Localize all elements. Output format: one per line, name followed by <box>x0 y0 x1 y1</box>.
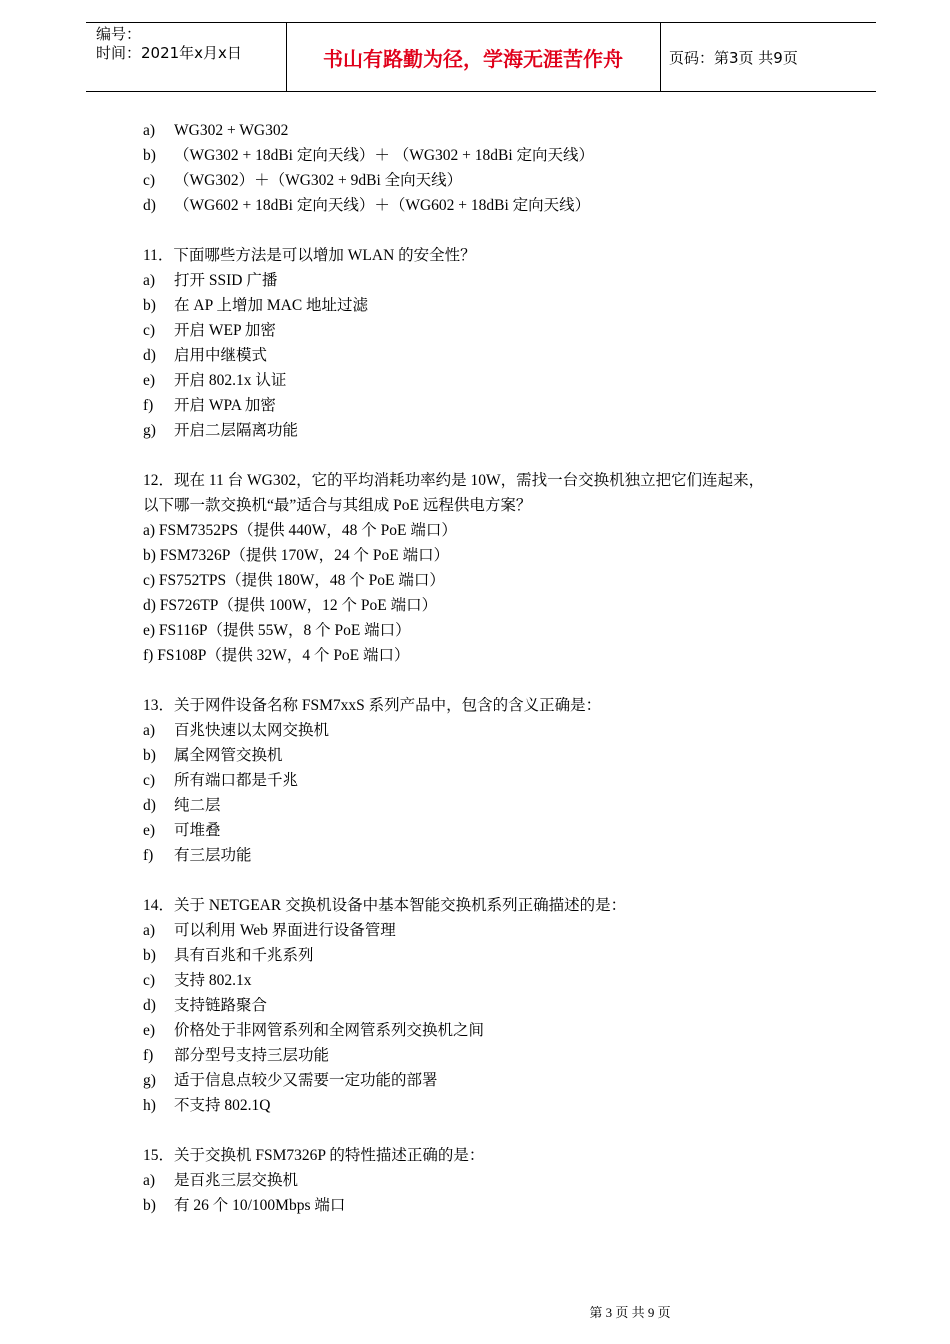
text-line <box>143 368 843 393</box>
text-line <box>143 893 843 918</box>
line-text: 部分型号支持三层功能 <box>174 1047 330 1064</box>
text-line <box>143 243 843 268</box>
text-line <box>143 468 843 493</box>
line-text: 属全网管交换机 <box>174 747 283 764</box>
page-footer: 第 3 页 共 9 页 <box>589 1305 671 1320</box>
line-text: 15．关于交换机 FSM7326P 的特性描述正确的是： <box>143 1147 485 1164</box>
option-marker: d) <box>143 347 156 364</box>
line-text: e) FS116P（提供 55W，8 个 PoE 端口） <box>143 622 411 639</box>
blank-line <box>143 868 843 893</box>
option-marker: f) <box>143 847 154 864</box>
option-marker: c) <box>143 322 156 339</box>
text-line <box>143 718 843 743</box>
text-line <box>143 293 843 318</box>
line-text: 纯二层 <box>174 797 221 814</box>
line-text: 12．现在 11 台 WG302，它的平均消耗功率约是 10W，需找一台交换机独立把它们连起来， <box>143 472 765 489</box>
option-marker: f) <box>143 397 154 414</box>
line-text: 是百兆三层交换机 <box>174 1172 299 1189</box>
line-text: 11．下面哪些方法是可以增加 WLAN 的安全性？ <box>143 247 476 264</box>
line-text: 14．关于 NETGEAR 交换机设备中基本智能交换机系列正确描述的是： <box>143 897 627 914</box>
question-body <box>143 118 843 1218</box>
page-label: 页码：第3页 共9页 <box>669 48 798 67</box>
line-text: 可以利用 Web 界面进行设备管理 <box>174 922 396 939</box>
text-line <box>143 193 843 218</box>
line-text: 以下哪一款交换机“最”适合与其组成 PoE 远程供电方案？ <box>143 497 532 514</box>
text-line <box>143 143 843 168</box>
line-text: 可堆叠 <box>174 822 221 839</box>
text-line <box>143 818 843 843</box>
line-text: 开启 WEP 加密 <box>174 322 276 339</box>
line-text: 13．关于网件设备名称 FSM7xxS 系列产品中，包含的含义正确是： <box>143 697 602 714</box>
text-line <box>143 168 843 193</box>
line-text: WG302 + WG302 <box>174 122 289 139</box>
option-marker: c) <box>143 172 156 189</box>
time-label: 时间：2021年x月x日 <box>96 44 242 62</box>
text-line <box>143 1143 843 1168</box>
text-line <box>143 343 843 368</box>
option-marker: b) <box>143 147 156 164</box>
line-text: 价格处于非网管系列和全网管系列交换机之间 <box>174 1022 485 1039</box>
option-marker: f) <box>143 1047 154 1064</box>
text-line <box>143 793 843 818</box>
option-marker: b) <box>143 297 156 314</box>
text-line <box>143 943 843 968</box>
text-line <box>143 543 843 568</box>
option-marker: a) <box>143 1172 156 1189</box>
text-line <box>143 968 843 993</box>
text-line <box>143 693 843 718</box>
line-text: 开启二层隔离功能 <box>174 422 299 439</box>
text-line <box>143 568 843 593</box>
text-line <box>143 318 843 343</box>
text-line <box>143 768 843 793</box>
blank-line <box>143 218 843 243</box>
header-divider <box>660 23 661 91</box>
text-line <box>143 1043 843 1068</box>
line-text: a) FSM7352PS（提供 440W，48 个 PoE 端口） <box>143 522 457 539</box>
text-line <box>143 1093 843 1118</box>
option-marker: g) <box>143 422 156 439</box>
text-line <box>143 843 843 868</box>
option-marker: h) <box>143 1097 156 1114</box>
text-line <box>143 618 843 643</box>
option-marker: d) <box>143 997 156 1014</box>
line-text: 不支持 802.1Q <box>174 1097 271 1114</box>
line-text: 支持 802.1x <box>174 972 252 989</box>
text-line <box>143 493 843 518</box>
text-line <box>143 1068 843 1093</box>
line-text: 开启 802.1x 认证 <box>174 372 287 389</box>
option-marker: d) <box>143 797 156 814</box>
line-text: 有三层功能 <box>174 847 252 864</box>
text-line <box>143 393 843 418</box>
text-line <box>143 593 843 618</box>
option-marker: d) <box>143 197 156 214</box>
option-marker: a) <box>143 922 156 939</box>
option-marker: a) <box>143 272 156 289</box>
option-marker: b) <box>143 747 156 764</box>
text-line <box>143 1018 843 1043</box>
blank-line <box>143 668 843 693</box>
option-marker: g) <box>143 1072 156 1089</box>
text-line <box>143 643 843 668</box>
blank-line <box>143 1118 843 1143</box>
line-text: 有 26 个 10/100Mbps 端口 <box>174 1197 346 1214</box>
text-line <box>143 1168 843 1193</box>
page-header <box>86 22 876 92</box>
text-line <box>143 268 843 293</box>
line-text: （WG302 + 18dBi 定向天线）＋ （WG302 + 18dBi 定向天线） <box>174 147 595 164</box>
option-marker: a) <box>143 722 156 739</box>
motto: 书山有路勤为径，学海无涯苦作舟 <box>323 46 623 71</box>
option-marker: e) <box>143 822 156 839</box>
line-text: 百兆快速以太网交换机 <box>174 722 330 739</box>
option-marker: c) <box>143 972 156 989</box>
option-marker: e) <box>143 372 156 389</box>
text-line <box>143 1193 843 1218</box>
option-marker: b) <box>143 947 156 964</box>
option-marker: a) <box>143 122 156 139</box>
option-marker: c) <box>143 772 156 789</box>
line-text: b) FSM7326P（提供 170W，24 个 PoE 端口） <box>143 547 450 564</box>
line-text: 打开 SSID 广播 <box>174 272 278 289</box>
option-marker: e) <box>143 1022 156 1039</box>
line-text: f) FS108P（提供 32W，4 个 PoE 端口） <box>143 647 410 664</box>
serial-label: 编号： <box>96 25 142 43</box>
text-line <box>143 118 843 143</box>
line-text: 具有百兆和千兆系列 <box>174 947 314 964</box>
line-text: （WG302）＋（WG302 + 9dBi 全向天线） <box>174 172 463 189</box>
line-text: 在 AP 上增加 MAC 地址过滤 <box>174 297 369 314</box>
header-meta <box>96 25 242 63</box>
line-text: 启用中继模式 <box>174 347 268 364</box>
line-text: 所有端口都是千兆 <box>174 772 299 789</box>
text-line <box>143 993 843 1018</box>
line-text: （WG602 + 18dBi 定向天线）＋（WG602 + 18dBi 定向天线） <box>174 197 591 214</box>
option-marker: b) <box>143 1197 156 1214</box>
line-text: 适于信息点较少又需要一定功能的部署 <box>174 1072 438 1089</box>
line-text: c) FS752TPS（提供 180W，48 个 PoE 端口） <box>143 572 445 589</box>
line-text: 开启 WPA 加密 <box>174 397 276 414</box>
text-line <box>143 418 843 443</box>
text-line <box>143 743 843 768</box>
text-line <box>143 918 843 943</box>
text-line <box>143 518 843 543</box>
line-text: d) FS726TP（提供 100W，12 个 PoE 端口） <box>143 597 438 614</box>
blank-line <box>143 443 843 468</box>
line-text: 支持链路聚合 <box>174 997 268 1014</box>
